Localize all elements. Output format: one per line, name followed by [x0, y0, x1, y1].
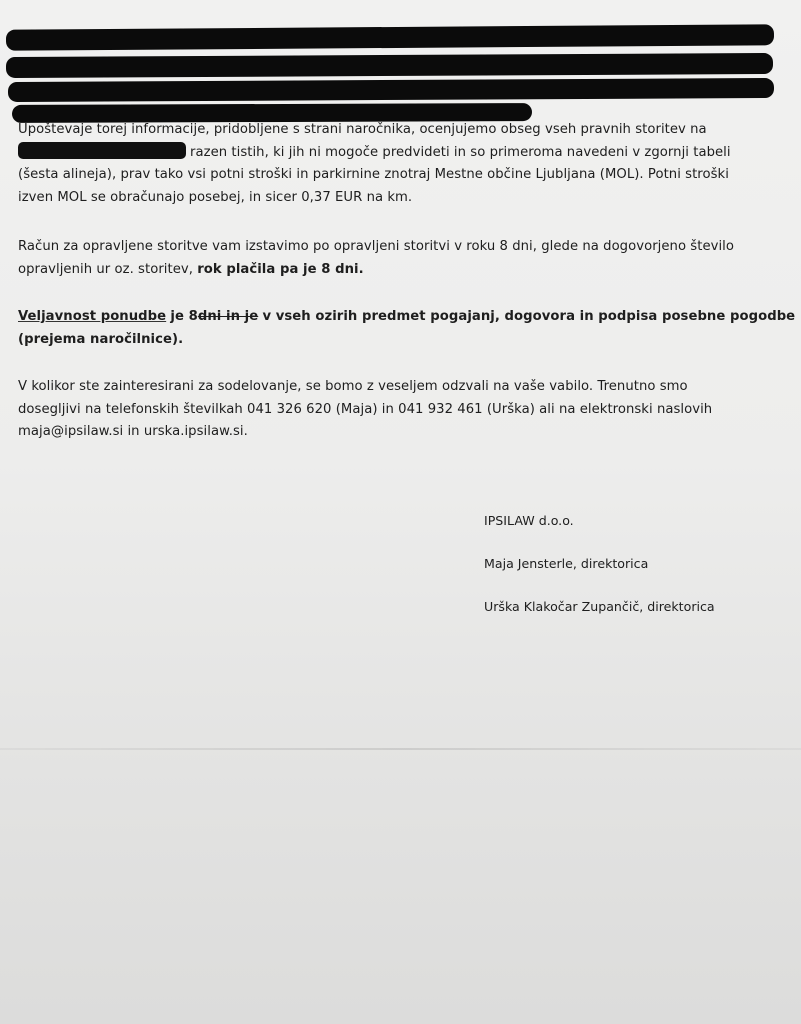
text-line: Račun za opravljene storitve vam izstavimo po opravljeni storitvi v roku 8 dni, glede na dogovorjeno število — [18, 239, 735, 254]
text-fragment: je 8 — [170, 309, 198, 324]
text-fragment: v vseh ozirih predmet pogajanj, dogovora in podpisa posebne pogodbe — [262, 309, 796, 324]
text-line — [18, 306, 796, 329]
paragraph-contact — [18, 376, 783, 444]
signature-company: IPSILAW d.o.o. — [484, 513, 574, 528]
text-fragment: (prejema naročilnice). — [18, 331, 184, 347]
text-line: Upoštevaje torej informacije, pridobljene s strani naročnika, ocenjujemo obseg vseh pravnih storitev na — [18, 122, 707, 137]
paragraph-scope — [18, 119, 783, 209]
paragraph-invoice — [18, 236, 783, 281]
text-line — [18, 259, 783, 282]
payment-term: rok plačila pa je 8 dni. — [197, 261, 364, 277]
redaction-bar-1 — [6, 24, 774, 50]
text-line — [18, 142, 783, 165]
text-fragment: razen tistih, ki jih ni mogoče predvideti in so primeroma navedeni v zgornji tabeli — [190, 144, 731, 160]
validity-label: Veljavnost ponudbe — [18, 309, 167, 324]
text-line: V kolikor ste zainteresirani za sodelovanje, se bomo z veseljem odzvali na vaše vabilo. Trenutno smo — [18, 379, 688, 394]
paragraph-validity — [18, 306, 796, 351]
text-line: maja@ipsilaw.si in urska.ipsilaw.si. — [18, 424, 248, 439]
redaction-bar-2 — [6, 53, 773, 78]
text-fragment: opravljenih ur oz. storitev, — [18, 261, 193, 277]
signature-person-2: Urška Klakočar Zupančič, direktorica — [484, 599, 715, 614]
struck-text: dni in je — [197, 309, 259, 324]
signature-person-1: Maja Jensterle, direktorica — [484, 556, 649, 571]
text-line — [18, 329, 783, 352]
paper-fold — [0, 748, 801, 750]
text-line: dosegljivi na telefonskih številkah 041 326 620 (Maja) in 041 932 461 (Urška) ali na elektronski naslovih — [18, 401, 713, 417]
redaction-bar-3 — [8, 78, 774, 102]
text-line: izven MOL se obračunajo posebej, in sicer 0,37 EUR na km. — [18, 189, 413, 205]
inline-redaction — [18, 142, 186, 159]
text-line: (šesta alineja), prav tako vsi potni stroški in parkirnine znotraj Mestne občine Ljubljana (MOL). Potni stroški — [18, 167, 729, 182]
